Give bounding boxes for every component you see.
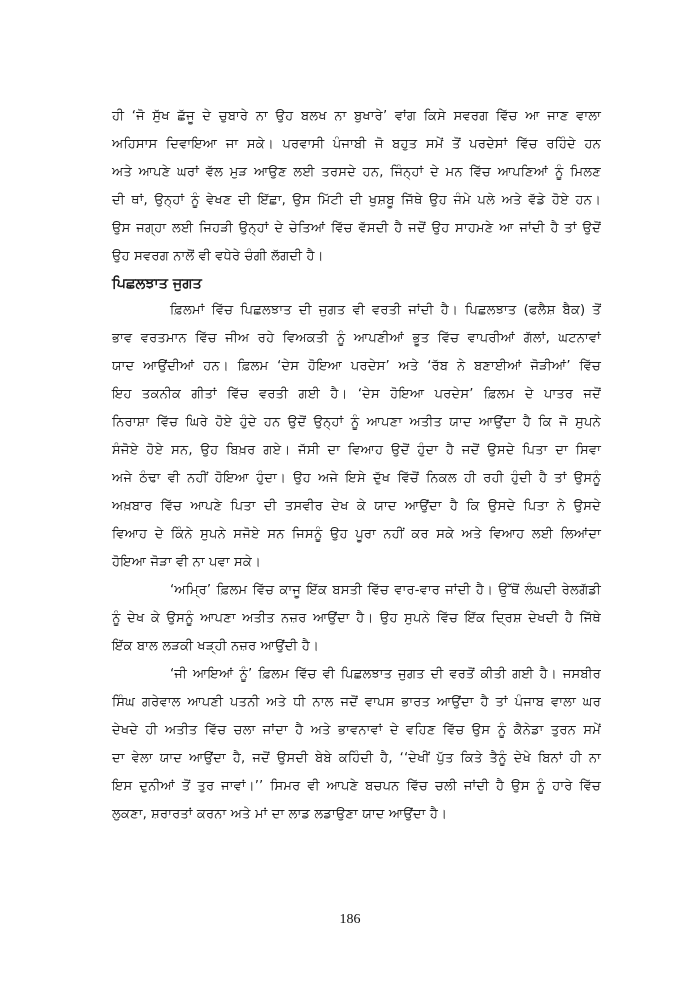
text-line: ਉਸ ਜਗ੍ਹਾ ਲਈ ਜਿਹੜੀ ਉਨ੍ਹਾਂ ਦੇ ਚੇਤਿਆਂ ਵਿੱਚ ਵੱਸਦੀ ਹੈ ਜਦੋਂ ਉਹ ਸਾਹਮਣੇ ਆ ਜਾਂਦੀ ਹੈ ਤਾਂ ਉਦੋਂ bbox=[112, 221, 601, 236]
text-line: ਸੰਜੋਏ ਹੋਏ ਸਨ, ਉਹ ਬਿਖ਼ਰ ਗਏ। ਜੱਸੀ ਦਾ ਵਿਆਹ ਉਦੋਂ ਹੁੰਦਾ ਹੈ ਜਦੋਂ ਉਸਦੇ ਪਿਤਾ ਦਾ ਸਿਵਾ bbox=[112, 443, 601, 458]
text-line: ਦਾ ਵੇਲਾ ਯਾਦ ਆਉਂਦਾ ਹੈ, ਜਦੋਂ ਉਸਦੀ ਬੇਬੇ ਕਹਿੰਦੀ ਹੈ, ‘‘ਦੇਖੀਂ ਪੁੱਤ ਕਿਤੇ ਤੈਨੂੰ ਦੇਖੇ ਬਿਨਾਂ ਹੀ ਨਾ bbox=[112, 751, 601, 766]
text-line: ਯਾਦ ਆਉਂਦੀਆਂ ਹਨ। ਫ਼ਿਲਮ ‘ਦੇਸ ਹੋਇਆ ਪਰਦੇਸ’ ਅਤੇ ‘ਰੱਬ ਨੇ ਬਣਾਈਆਂ ਜੋੜੀਆਂ’ ਵਿੱਚ bbox=[112, 359, 601, 374]
page-body bbox=[112, 103, 601, 829]
text-line: ਇਸ ਦੁਨੀਆਂ ਤੋਂ ਤੁਰ ਜਾਵਾਂ।’’ ਸਿਮਰ ਵੀ ਆਪਣੇ ਬਚਪਨ ਵਿੱਚ ਚਲੀ ਜਾਂਦੀ ਹੈ ਉਸ ਨੂੰ ਹਾਰੇ ਵਿੱਚ bbox=[112, 779, 601, 794]
text-line: ਫ਼ਿਲਮਾਂ ਵਿੱਚ ਪਿਛਲਝਾਤ ਦੀ ਜੁਗਤ ਵੀ ਵਰਤੀ ਜਾਂਦੀ ਹੈ। ਪਿਛਲਝਾਤ (ਫਲੈਸ਼ ਬੈਕ) ਤੋਂ bbox=[170, 303, 601, 318]
text-line: ‘ਅਮ੍ਰਿ’ ਫ਼ਿਲਮ ਵਿੱਚ ਕਾਜੂ ਇੱਕ ਬਸਤੀ ਵਿੱਚ ਵਾਰ-ਵਾਰ ਜਾਂਦੀ ਹੈ। ਉੱਥੋਂ ਲੰਘਦੀ ਰੇਲਗੱਡੀ bbox=[170, 583, 601, 598]
text-line: ਇੱਕ ਬਾਲ ਲੜਕੀ ਖੜ੍ਹੀ ਨਜ਼ਰ ਆਉਂਦੀ ਹੈ। bbox=[112, 639, 320, 654]
text-line: ਇਹ ਤਕਨੀਕ ਗੀਤਾਂ ਵਿੱਚ ਵਰਤੀ ਗਈ ਹੈ। ‘ਦੇਸ ਹੋਇਆ ਪਰਦੇਸ’ ਫ਼ਿਲਮ ਦੇ ਪਾਤਰ ਜਦੋਂ bbox=[112, 387, 601, 402]
text-line: ਅਹਿਸਾਸ ਦਿਵਾਇਆ ਜਾ ਸਕੇ। ਪਰਵਾਸੀ ਪੰਜਾਬੀ ਜੋ ਬਹੁਤ ਸਮੇਂ ਤੋਂ ਪਰਦੇਸਾਂ ਵਿੱਚ ਰਹਿੰਦੇ ਹਨ bbox=[112, 137, 601, 152]
text-line: ਹੀ ‘ਜੋ ਸੁੱਖ ਛੱਜੂ ਦੇ ਚੁਬਾਰੇ ਨਾ ਉਹ ਬਲਖ ਨਾ ਬੁਖਾਰੇ’ ਵਾਂਗ ਕਿਸੇ ਸਵਰਗ ਵਿੱਚ ਆ ਜਾਣ ਵਾਲਾ bbox=[112, 109, 601, 124]
text-line: ਸਿੰਘ ਗਰੇਵਾਲ ਆਪਣੀ ਪਤਨੀ ਅਤੇ ਧੀ ਨਾਲ ਜਦੋਂ ਵਾਪਸ ਭਾਰਤ ਆਉਂਦਾ ਹੈ ਤਾਂ ਪੰਜਾਬ ਵਾਲਾ ਘਰ bbox=[112, 695, 601, 710]
section-heading: ਪਿਛਲਝਾਤ ਜੁਗਤ bbox=[112, 276, 202, 292]
page-number: 186 bbox=[339, 912, 361, 927]
paragraph-1 bbox=[112, 103, 601, 271]
text-line: ਨਿਰਾਸ਼ਾ ਵਿੱਚ ਘਿਰੇ ਹੋਏ ਹੁੰਦੇ ਹਨ ਉਦੋਂ ਉਨ੍ਹਾਂ ਨੂੰ ਆਪਣਾ ਅਤੀਤ ਯਾਦ ਆਉਂਦਾ ਹੈ ਕਿ ਜੋ ਸੁਪਨੇ bbox=[112, 415, 601, 430]
text-line: ਨੂੰ ਦੇਖ ਕੇ ਉਸਨੂੰ ਆਪਣਾ ਅਤੀਤ ਨਜ਼ਰ ਆਉਂਦਾ ਹੈ। ਉਹ ਸੁਪਨੇ ਵਿੱਚ ਇੱਕ ਦ੍ਰਿਸ਼ ਦੇਖਦੀ ਹੈ ਜਿੱਥੇ bbox=[112, 611, 601, 626]
paragraph-3 bbox=[112, 577, 601, 661]
text-line: ਲੁਕਣਾ, ਸ਼ਰਾਰਤਾਂ ਕਰਨਾ ਅਤੇ ਮਾਂ ਦਾ ਲਾਡ ਲਡਾਉਣਾ ਯਾਦ ਆਉਂਦਾ ਹੈ। bbox=[112, 807, 448, 822]
text-line: ਹੋਇਆ ਜੋੜਾ ਵੀ ਨਾ ਪਵਾ ਸਕੇ। bbox=[112, 555, 261, 570]
text-line: ਅਤੇ ਆਪਣੇ ਘਰਾਂ ਵੱਲ ਮੁੜ ਆਉਣ ਲਈ ਤਰਸਦੇ ਹਨ, ਜਿੰਨ੍ਹਾਂ ਦੇ ਮਨ ਵਿੱਚ ਆਪਣਿਆਂ ਨੂੰ ਮਿਲਣ bbox=[112, 165, 601, 180]
paragraph-4 bbox=[112, 661, 601, 829]
text-line: ਅਖ਼ਬਾਰ ਵਿੱਚ ਆਪਣੇ ਪਿਤਾ ਦੀ ਤਸਵੀਰ ਦੇਖ ਕੇ ਯਾਦ ਆਉਂਦਾ ਹੈ ਕਿ ਉਸਦੇ ਪਿਤਾ ਨੇ ਉਸਦੇ bbox=[112, 499, 601, 514]
text-line: ‘ਜੀ ਆਇਆਂ ਨੂੰ’ ਫ਼ਿਲਮ ਵਿੱਚ ਵੀ ਪਿਛਲਝਾਤ ਜੁਗਤ ਦੀ ਵਰਤੋਂ ਕੀਤੀ ਗਈ ਹੈ। ਜਸਬੀਰ bbox=[170, 667, 601, 682]
text-line: ਉਹ ਸਵਰਗ ਨਾਲੋਂ ਵੀ ਵਧੇਰੇ ਚੰਗੀ ਲੱਗਦੀ ਹੈ। bbox=[112, 249, 324, 264]
paragraph-2 bbox=[112, 297, 601, 577]
text-line: ਭਾਵ ਵਰਤਮਾਨ ਵਿੱਚ ਜੀਅ ਰਹੇ ਵਿਅਕਤੀ ਨੂੰ ਆਪਣੀਆਂ ਭੂਤ ਵਿੱਚ ਵਾਪਰੀਆਂ ਗੱਲਾਂ, ਘਟਨਾਵਾਂ bbox=[112, 331, 601, 346]
text-line: ਦੀ ਥਾਂ, ਉਨ੍ਹਾਂ ਨੂੰ ਵੇਖਣ ਦੀ ਇੱਛਾ, ਉਸ ਮਿੱਟੀ ਦੀ ਖੁਸ਼ਬੂ ਜਿੱਥੇ ਉਹ ਜੰਮੇ ਪਲੇ ਅਤੇ ਵੱਡੇ ਹੋਏ ਹਨ। bbox=[112, 193, 601, 208]
text-line: ਵਿਆਹ ਦੇ ਕਿੰਨੇ ਸੁਪਨੇ ਸਜੋਏ ਸਨ ਜਿਸਨੂੰ ਉਹ ਪੂਰਾ ਨਹੀਂ ਕਰ ਸਕੇ ਅਤੇ ਵਿਆਹ ਲਈ ਲਿਆਂਦਾ bbox=[112, 527, 601, 542]
text-line: ਅਜੇ ਠੰਢਾ ਵੀ ਨਹੀਂ ਹੋਇਆ ਹੁੰਦਾ। ਉਹ ਅਜੇ ਇਸੇ ਦੁੱਖ ਵਿੱਚੋਂ ਨਿਕਲ ਹੀ ਰਹੀ ਹੁੰਦੀ ਹੈ ਤਾਂ ਉਸਨੂੰ bbox=[112, 471, 601, 486]
text-line: ਦੇਖਦੇ ਹੀ ਅਤੀਤ ਵਿੱਚ ਚਲਾ ਜਾਂਦਾ ਹੈ ਅਤੇ ਭਾਵਨਾਵਾਂ ਦੇ ਵਹਿਣ ਵਿੱਚ ਉਸ ਨੂੰ ਕੈਨੇਡਾ ਤੁਰਨ ਸਮੇਂ bbox=[112, 723, 601, 738]
